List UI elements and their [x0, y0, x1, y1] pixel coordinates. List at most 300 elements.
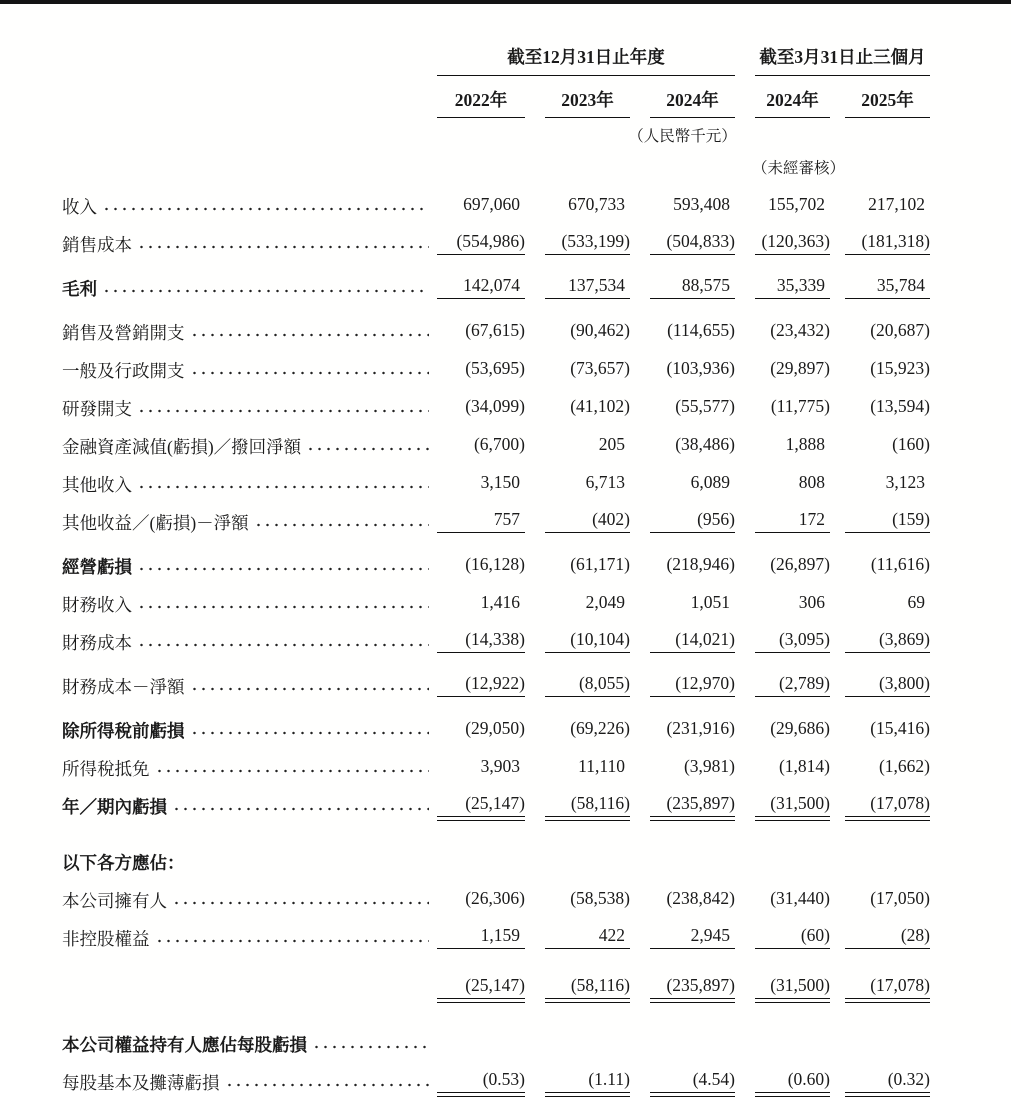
value-cell [545, 793, 630, 817]
value-cell [545, 629, 630, 653]
value-cell [845, 925, 930, 949]
value-text: (235,897) [650, 975, 735, 999]
value-cell [650, 756, 735, 779]
value-text: (58,116) [545, 975, 630, 999]
value-cell [650, 472, 735, 495]
value-cell [845, 756, 930, 779]
table-row [62, 743, 1011, 781]
currency-note-row [62, 118, 1011, 152]
value-cell [755, 554, 830, 577]
value-text: (2,789) [755, 673, 830, 697]
value-cell [845, 472, 930, 495]
value-text: 142,074 [437, 275, 525, 299]
value-cell [437, 231, 525, 255]
value-cell [437, 194, 525, 217]
row-label [62, 759, 437, 779]
row-label-text: 財務成本 [62, 632, 132, 653]
value-text: (31,440) [770, 887, 830, 908]
row-label [62, 595, 437, 615]
value-cell [545, 925, 630, 949]
table-row [62, 383, 1011, 421]
value-text: (20,687) [870, 319, 930, 340]
dot-leader [137, 235, 429, 255]
value-cell [437, 673, 525, 697]
table-row [62, 345, 1011, 383]
value-cell [845, 718, 930, 741]
value-text: (1,662) [878, 755, 930, 776]
value-text: (69,226) [570, 717, 630, 738]
dot-leader [155, 759, 430, 779]
unaudited-note: （未經審核） [751, 159, 845, 177]
value-cell [650, 396, 735, 419]
quarter-header-2025: 2025年 [845, 78, 930, 118]
value-text: (1,814) [778, 755, 830, 776]
value-text: (14,021) [650, 629, 735, 653]
value-text: (90,462) [570, 319, 630, 340]
row-label [62, 399, 437, 419]
dot-leader [172, 797, 429, 817]
table-row [62, 661, 1011, 699]
value-cell [650, 888, 735, 911]
value-text: (58,116) [545, 793, 630, 817]
value-text: (28) [845, 925, 930, 949]
row-label-text: 金融資產減值(虧損)／撥回淨額 [62, 436, 302, 457]
dot-leader [306, 437, 429, 457]
value-text: 3,123 [885, 471, 925, 492]
dot-leader [190, 721, 430, 741]
value-cell [545, 275, 630, 299]
value-cell [650, 793, 735, 817]
value-text: 2,945 [650, 925, 735, 949]
table-row [62, 875, 1011, 913]
row-label-text: 以下各方應佔： [62, 852, 185, 873]
row-label-text: 每股基本及攤薄虧損 [62, 1072, 220, 1093]
unaudited-note-row [62, 152, 1011, 181]
value-text: (38,486) [675, 433, 735, 454]
value-text: (554,986) [437, 231, 525, 255]
value-text: 757 [437, 509, 525, 533]
row-label [62, 475, 437, 495]
value-text: (58,538) [570, 887, 630, 908]
row-label-text: 收入 [62, 196, 97, 217]
value-text: (31,500) [755, 975, 830, 999]
value-cell [845, 1069, 930, 1093]
value-text: (0.60) [755, 1069, 830, 1093]
row-label [62, 235, 437, 255]
value-text: (55,577) [675, 395, 735, 416]
value-text: (956) [650, 509, 735, 533]
value-cell [755, 629, 830, 653]
value-cell [755, 793, 830, 817]
value-text: 172 [755, 509, 830, 533]
value-text: 11,110 [578, 755, 625, 776]
row-label [62, 513, 437, 533]
value-text: (8,055) [545, 673, 630, 697]
value-cell [545, 718, 630, 741]
dot-leader [225, 1073, 430, 1093]
dot-leader [137, 595, 429, 615]
table-row [62, 579, 1011, 617]
value-cell [650, 358, 735, 381]
table-row [62, 219, 1011, 257]
value-text: (238,842) [666, 887, 735, 908]
year-header-row [62, 78, 1011, 118]
column-group-annual [437, 44, 735, 76]
value-cell [755, 673, 830, 697]
value-cell [845, 509, 930, 533]
table-row [62, 263, 1011, 301]
value-cell [437, 793, 525, 817]
value-cell [845, 275, 930, 299]
value-cell [650, 975, 735, 999]
value-cell [545, 756, 630, 779]
value-text: (12,922) [437, 673, 525, 697]
value-text: (61,171) [570, 553, 630, 574]
value-text: (17,050) [870, 887, 930, 908]
value-text: (67,615) [465, 319, 525, 340]
row-label-text: 經營虧損 [62, 556, 132, 577]
value-cell [845, 194, 930, 217]
value-text: (402) [545, 509, 630, 533]
value-text: 1,416 [480, 591, 520, 612]
value-cell [845, 673, 930, 697]
value-text: (3,981) [683, 755, 735, 776]
year-header-2023: 2023年 [545, 78, 630, 118]
value-text: (0.32) [845, 1069, 930, 1093]
row-label-text: 其他收入 [62, 474, 132, 495]
table-row [62, 1057, 1011, 1095]
value-text: 217,102 [868, 193, 925, 214]
value-cell [845, 396, 930, 419]
value-text: 1,888 [785, 433, 825, 454]
value-cell [437, 1069, 525, 1093]
value-text: (10,104) [545, 629, 630, 653]
value-cell [755, 509, 830, 533]
row-label [62, 437, 437, 457]
value-text: 35,784 [845, 275, 930, 299]
value-cell [437, 509, 525, 533]
value-text: (29,050) [465, 717, 525, 738]
value-text: (73,657) [570, 357, 630, 378]
dot-leader [190, 361, 430, 381]
dot-leader [155, 929, 430, 949]
row-label [62, 797, 437, 817]
value-text: (15,416) [870, 717, 930, 738]
value-cell [650, 718, 735, 741]
dot-leader [102, 197, 429, 217]
value-cell [755, 358, 830, 381]
value-cell [650, 925, 735, 949]
value-cell [755, 320, 830, 343]
value-cell [755, 472, 830, 495]
value-text: 35,339 [755, 275, 830, 299]
table-row [62, 781, 1011, 819]
value-cell [545, 396, 630, 419]
value-cell [650, 629, 735, 653]
value-text: (114,655) [667, 319, 735, 340]
value-text: (26,306) [465, 887, 525, 908]
value-cell [545, 673, 630, 697]
value-cell [650, 275, 735, 299]
value-text: (181,318) [845, 231, 930, 255]
value-text: (17,078) [845, 793, 930, 817]
row-label [62, 721, 437, 741]
value-text: 808 [798, 471, 825, 492]
value-cell [545, 975, 630, 999]
value-cell [845, 358, 930, 381]
dot-leader [137, 633, 429, 653]
value-cell [650, 434, 735, 457]
value-cell [437, 275, 525, 299]
dot-leader [254, 513, 429, 533]
dot-leader [102, 279, 429, 299]
value-text: (13,594) [870, 395, 930, 416]
value-cell [545, 231, 630, 255]
value-text: 670,733 [568, 193, 625, 214]
value-text: 3,150 [480, 471, 520, 492]
value-text: 1,051 [690, 591, 730, 612]
value-text: (23,432) [770, 319, 830, 340]
value-text: (4.54) [650, 1069, 735, 1093]
value-text: (6,700) [473, 433, 525, 454]
table-row [62, 421, 1011, 459]
table-row [62, 705, 1011, 743]
value-text: (11,616) [870, 553, 930, 574]
value-cell [650, 231, 735, 255]
table-row [62, 837, 1011, 875]
value-text: (14,338) [437, 629, 525, 653]
value-text: (504,833) [650, 231, 735, 255]
value-cell [845, 592, 930, 615]
value-text: (533,199) [545, 231, 630, 255]
value-cell [650, 1069, 735, 1093]
row-label-text: 所得稅抵免 [62, 758, 150, 779]
value-text: 155,702 [768, 193, 825, 214]
value-cell [437, 592, 525, 615]
value-cell [650, 554, 735, 577]
value-cell [545, 554, 630, 577]
value-text: 593,408 [673, 193, 730, 214]
row-label-text: 本公司擁有人 [62, 890, 167, 911]
value-cell [545, 472, 630, 495]
value-text: (34,099) [465, 395, 525, 416]
value-cell [437, 320, 525, 343]
dot-leader [137, 557, 429, 577]
value-cell [755, 231, 830, 255]
value-cell [545, 592, 630, 615]
value-cell [437, 554, 525, 577]
row-label-text: 其他收益／(虧損)－淨額 [62, 512, 249, 533]
column-group-quarterly [755, 44, 930, 76]
value-cell [845, 320, 930, 343]
row-label [62, 279, 437, 299]
value-text: (103,936) [666, 357, 735, 378]
value-cell [650, 509, 735, 533]
value-text: (17,078) [845, 975, 930, 999]
value-cell [437, 396, 525, 419]
row-label [62, 1035, 437, 1055]
value-text: (3,869) [845, 629, 930, 653]
column-group-header-row [62, 44, 1011, 76]
row-label-text: 財務收入 [62, 594, 132, 615]
value-text: (41,102) [570, 395, 630, 416]
value-cell [650, 320, 735, 343]
value-text: (218,946) [666, 553, 735, 574]
row-label [62, 1073, 437, 1093]
value-cell [437, 975, 525, 999]
value-cell [755, 194, 830, 217]
value-cell [650, 194, 735, 217]
value-text: (120,363) [755, 231, 830, 255]
value-cell [845, 975, 930, 999]
value-cell [545, 888, 630, 911]
currency-note: （人民幣千元） [628, 128, 737, 145]
value-text: (29,686) [770, 717, 830, 738]
row-label-text: 毛利 [62, 278, 97, 299]
value-cell [845, 231, 930, 255]
value-text: (11,775) [770, 395, 830, 416]
value-cell [437, 756, 525, 779]
value-cell [545, 320, 630, 343]
value-cell [845, 629, 930, 653]
value-text: 6,089 [690, 471, 730, 492]
dot-leader [190, 677, 430, 697]
value-cell [755, 925, 830, 949]
value-text: (159) [845, 509, 930, 533]
row-label [62, 323, 437, 343]
table-body [62, 181, 1011, 1095]
value-text: (160) [892, 433, 930, 454]
quarter-header-2024: 2024年 [755, 78, 830, 118]
value-cell [437, 434, 525, 457]
column-group-quarterly-label: 截至3月31日止三個月 [759, 47, 926, 67]
value-cell [755, 396, 830, 419]
row-label [62, 633, 437, 653]
row-label [62, 361, 437, 381]
value-text: (15,923) [870, 357, 930, 378]
value-text: (60) [755, 925, 830, 949]
value-text: (1.11) [545, 1069, 630, 1093]
value-cell [755, 592, 830, 615]
value-text: (26,897) [770, 553, 830, 574]
value-cell [755, 1069, 830, 1093]
row-label [62, 853, 437, 873]
row-label-text: 銷售及營銷開支 [62, 322, 185, 343]
value-text: (0.53) [437, 1069, 525, 1093]
value-cell [845, 888, 930, 911]
value-text: (29,897) [770, 357, 830, 378]
table-row [62, 963, 1011, 1001]
dot-leader [190, 323, 430, 343]
row-label [62, 197, 437, 217]
value-cell [755, 434, 830, 457]
value-cell [545, 194, 630, 217]
value-cell [437, 925, 525, 949]
table-row [62, 497, 1011, 535]
value-text: (25,147) [437, 793, 525, 817]
value-cell [650, 673, 735, 697]
value-cell [845, 793, 930, 817]
value-text: (231,916) [666, 717, 735, 738]
value-text: 137,534 [545, 275, 630, 299]
value-cell [755, 275, 830, 299]
year-header-2022: 2022年 [437, 78, 525, 118]
value-text: (12,970) [650, 673, 735, 697]
value-text: (235,897) [650, 793, 735, 817]
row-label-text: 除所得稅前虧損 [62, 720, 185, 741]
value-text: (31,500) [755, 793, 830, 817]
dot-leader [312, 1035, 429, 1055]
row-label [62, 929, 437, 949]
value-cell [545, 509, 630, 533]
value-cell [437, 472, 525, 495]
value-cell [437, 629, 525, 653]
row-label-text: 財務成本－淨額 [62, 676, 185, 697]
value-cell [545, 1069, 630, 1093]
value-text: 69 [907, 591, 925, 612]
table-row [62, 181, 1011, 219]
value-cell [755, 975, 830, 999]
value-text: 88,575 [650, 275, 735, 299]
dot-leader [172, 891, 429, 911]
dot-leader [137, 399, 429, 419]
value-cell [650, 592, 735, 615]
year-header-2024: 2024年 [650, 78, 735, 118]
row-label [62, 557, 437, 577]
value-cell [755, 756, 830, 779]
table-row [62, 541, 1011, 579]
row-label-text: 年／期內虧損 [62, 796, 167, 817]
row-label-text: 本公司權益持有人應佔每股虧損 [62, 1034, 307, 1055]
value-cell [545, 358, 630, 381]
row-label-text: 研發開支 [62, 398, 132, 419]
dot-leader [137, 475, 429, 495]
value-cell [845, 554, 930, 577]
value-text: 306 [798, 591, 825, 612]
value-text: 1,159 [437, 925, 525, 949]
value-text: 697,060 [463, 193, 520, 214]
row-label-text: 銷售成本 [62, 234, 132, 255]
value-cell [437, 358, 525, 381]
value-text: 422 [545, 925, 630, 949]
table-row [62, 1019, 1011, 1057]
page-top-border [0, 0, 1011, 4]
row-label-text: 非控股權益 [62, 928, 150, 949]
value-text: 2,049 [585, 591, 625, 612]
value-text: 3,903 [480, 755, 520, 776]
value-text: (3,800) [845, 673, 930, 697]
value-text: (53,695) [465, 357, 525, 378]
table-row [62, 307, 1011, 345]
column-group-annual-label: 截至12月31日止年度 [507, 47, 665, 67]
value-cell [755, 718, 830, 741]
value-text: (25,147) [437, 975, 525, 999]
value-cell [437, 718, 525, 741]
value-text: 205 [598, 433, 625, 454]
value-text: 6,713 [585, 471, 625, 492]
value-cell [545, 434, 630, 457]
value-text: (3,095) [755, 629, 830, 653]
row-label [62, 891, 437, 911]
value-cell [755, 888, 830, 911]
row-label-text: 一般及行政開支 [62, 360, 185, 381]
value-cell [437, 888, 525, 911]
row-label [62, 677, 437, 697]
value-text: (16,128) [465, 553, 525, 574]
table-row [62, 913, 1011, 951]
value-cell [845, 434, 930, 457]
table-row [62, 459, 1011, 497]
